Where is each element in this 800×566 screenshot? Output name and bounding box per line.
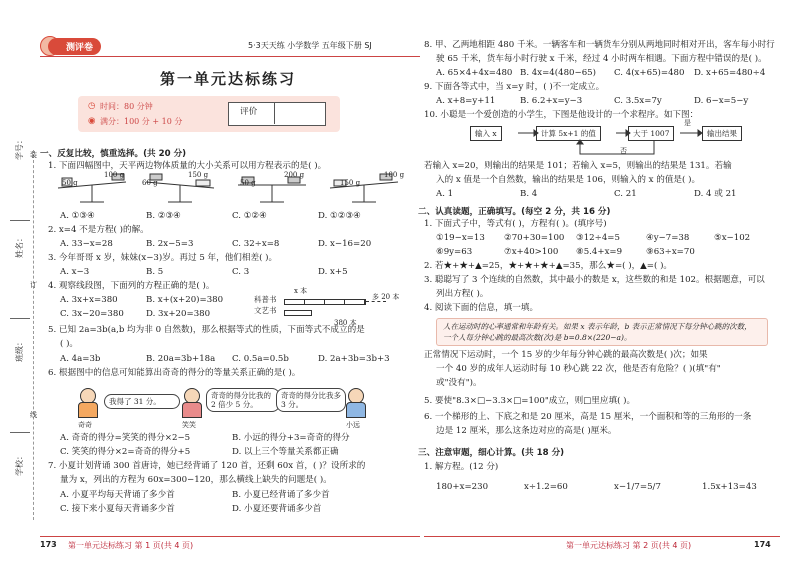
r-q1-text: 1. 下面式子中，等式有( )，方程有( )。(填序号) xyxy=(424,219,607,229)
q7-option-c: C. 接下来小夏每天背诵多少首 xyxy=(60,504,175,514)
q4-option-b: B. x+(x+20)=380 xyxy=(146,295,224,305)
q3-option-a: A. x−3 xyxy=(60,267,90,277)
equation: 1.5x+13=43 xyxy=(702,482,757,492)
weight-label: 150 g xyxy=(340,179,361,187)
name-label: 姓名： xyxy=(15,234,24,258)
score-label: 满分：100 分 + 10 分 xyxy=(100,117,183,126)
eval-label: 评价 xyxy=(240,107,258,117)
q10-text-2: 若输入 x=20，则输出的结果是 101；若输入 x=5，则输出的结果是 131。若输 xyxy=(424,161,732,171)
kid-xiaoxiao-icon xyxy=(180,388,202,416)
q8-option-d: D. x+65=480÷4 xyxy=(694,68,766,78)
footer-left-text: 第一单元达标练习 第 1 页(共 4 页) xyxy=(68,541,194,550)
r-q1-item: ②70+30=100 xyxy=(504,233,565,243)
student-no-label: 学号： xyxy=(15,136,24,160)
class-label: 班级： xyxy=(15,338,24,362)
q7-option-b: B. 小夏已经背诵了多少首 xyxy=(232,490,330,500)
footer-right-text: 第一单元达标练习 第 2 页(共 4 页) xyxy=(566,541,692,550)
q10-option-a: A. 1 xyxy=(436,189,454,199)
r-q4-text: 4. 阅读下面的信息，填一填。 xyxy=(424,303,539,313)
equation: x−1/7=5/7 xyxy=(614,482,661,492)
r-q1-item: ④y−7=38 xyxy=(646,233,690,243)
q10-option-d: D. 4 或 21 xyxy=(694,189,737,199)
kid-name: 奇奇 xyxy=(78,421,92,429)
header xyxy=(40,36,420,56)
r-q1-item: ⑧5.4+x=9 xyxy=(576,247,623,257)
flowchart xyxy=(470,119,770,160)
r-q1-item: ⑦x+40>100 xyxy=(504,247,559,257)
weight-label: 50 g xyxy=(62,179,78,187)
segment-label-b: 文艺书 xyxy=(254,306,277,315)
q5-option-d: D. 2a+3b=3b+3 xyxy=(318,354,390,364)
r-q1-item: ⑨63÷x=70 xyxy=(646,247,695,257)
q6-option-d: D. 以上三个等量关系都正确 xyxy=(232,447,339,457)
bubble-xiaoyuan: 奇奇的得分比我多 3 分。 xyxy=(276,388,346,412)
q5-text-2: ( )。 xyxy=(60,339,79,349)
seal-label-3: 线 xyxy=(30,411,37,419)
q8-option-b: B. 4x=4(480−65) xyxy=(520,68,597,78)
info-card xyxy=(436,318,768,346)
q8-option-a: A. 65×4+4x=480 xyxy=(436,68,513,78)
school-label: 学校： xyxy=(15,452,24,476)
q7-text-2: 量为 x，列出的方程为 60x=300−120，那么横线上缺失的问题是( )。 xyxy=(60,475,332,485)
r-q3-text-2: 列出方程( )。 xyxy=(436,289,489,299)
r-q3-text: 3. 聪聪写了 3 个连续的自然数，其中最小的数是 x，这些数的和是 102。根据题意，可以 xyxy=(424,275,765,285)
q10-option-c: C. 21 xyxy=(614,189,637,199)
time-label: 时间：80 分钟 xyxy=(100,102,153,111)
segment-label-top: x 本 xyxy=(294,287,308,295)
weight-label: 100 g xyxy=(384,171,405,179)
q6-option-b: B. 小远的得分+3=奇奇的得分 xyxy=(232,433,350,443)
q9-option-b: B. 6.2+x=y−3 xyxy=(520,96,583,106)
flow-no: 否 xyxy=(620,147,627,155)
segment-label-more: 多 20 本 xyxy=(372,293,400,301)
score-icon: ◉ xyxy=(88,116,96,126)
q6-option-a: A. 奇奇的得分=笑笑的得分×2−5 xyxy=(60,433,191,443)
r-q1-item: ③12÷4=5 xyxy=(576,233,620,243)
q7-option-a: A. 小夏平均每天背诵了多少首 xyxy=(60,490,175,500)
q2-option-c: C. 32÷x=8 xyxy=(232,239,280,249)
q8-text-2: 驶 65 千米，货车每小时行驶 x 千米，经过 4 小时两车相遇。下面方程中错误的是( )。 xyxy=(436,54,767,64)
seal-label-2: 订 xyxy=(30,281,37,289)
q4-option-c: C. 3x−20=380 xyxy=(60,309,124,319)
page-title: 第一单元达标练习 xyxy=(160,70,297,88)
weight-label: 150 g xyxy=(188,171,209,179)
r-q4-body-3: 或"没有")。 xyxy=(436,378,482,388)
info-card-line-1: 人在运动时的心率通常和年龄有关。如果 x 表示年龄，b 表示正常情况下每分钟心跳的次数， xyxy=(443,322,752,331)
r-calc-text: 1. 解方程。(12 分) xyxy=(424,462,499,472)
r-q4-body-2: 一个 40 岁的成年人运动时每 10 秒心跳 22 次，他是否有危险？( )(填"有" xyxy=(436,364,721,374)
clock-icon: ◷ xyxy=(88,101,96,111)
section-1-heading: 一、反复比较，慎重选择。(共 20 分) xyxy=(40,149,187,159)
q4-text: 4. 观察线段图，下面列的方程正确的是( )。 xyxy=(48,281,215,291)
q1-option-d: D. ①②③④ xyxy=(318,211,361,221)
r-q1-item: ⑥9y=63 xyxy=(436,247,473,257)
q10-option-b: B. 4 xyxy=(520,189,538,199)
section-3-heading: 三、注意审题，细心计算。(共 18 分) xyxy=(418,448,565,458)
q9-option-a: A. x+8=y+11 xyxy=(436,96,496,106)
q9-option-d: D. 6−x=5−y xyxy=(694,96,749,106)
q10-text-3: 入的 x 值是一个自然数，输出的结果是 106，则输入的 x 的值是( )。 xyxy=(436,175,701,185)
q1-option-a: A. ①③④ xyxy=(60,211,95,221)
q7-text: 7. 小夏计划背诵 300 首唐诗，她已经背诵了 120 首，还剩 60x 首，( )？设所求的 xyxy=(48,461,366,471)
segment-label-total: 380 本 xyxy=(334,319,357,327)
r-q6-text: 6. 一个梯形的上、下底之和是 20 厘米，高是 15 厘米，一个面积和等的三角形的一条 xyxy=(424,412,752,422)
q5-option-a: A. 4a=3b xyxy=(60,354,101,364)
q4-option-a: A. 3x+x=380 xyxy=(60,295,118,305)
q1-option-b: B. ②③④ xyxy=(146,211,181,221)
q2-text: 2. x=4 不是方程( )的解。 xyxy=(48,225,149,235)
segment-diagram xyxy=(254,286,424,330)
flow-compute: 计算 5x+1 的值 xyxy=(536,126,601,141)
segment-label-a: 科普书 xyxy=(254,295,277,304)
kid-name: 小远 xyxy=(346,421,360,429)
header-badge: 测评卷 xyxy=(48,38,101,55)
q2-option-b: B. 2x−5=3 xyxy=(146,239,194,249)
q3-option-b: B. 5 xyxy=(146,267,164,277)
q1-option-c: C. ①②④ xyxy=(232,211,267,221)
q6-option-c: C. 笑笑的得分×2=奇奇的得分+5 xyxy=(60,447,191,457)
q10-text: 10. 小聪是一个爱创造的小学生，下图是他设计的一个求程序。如下图： xyxy=(424,110,699,120)
q5-text: 5. 已知 2a=3b(a,b 均为非 0 自然数)，那么根据等式的性质，下面等式不成立的是 xyxy=(48,325,365,335)
r-q1-item: ①19−x=13 xyxy=(436,233,485,243)
kid-qiqi-icon xyxy=(76,388,98,416)
q3-option-c: C. 3 xyxy=(232,267,250,277)
weight-label: 100 g xyxy=(104,171,125,179)
kid-xiaoyuan-icon xyxy=(344,388,366,416)
flow-output: 输出结果 xyxy=(702,126,742,141)
flow-input: 输入 x xyxy=(470,126,502,141)
equation: 180+x=230 xyxy=(436,482,489,492)
seal-label: 装 xyxy=(30,151,37,159)
q8-text: 8. 甲、乙两地相距 480 千米。一辆客车和一辆货车分别从两地同时相对开出，客车每小时行 xyxy=(424,40,775,50)
bubble-qiqi: 我得了 31 分。 xyxy=(104,394,180,409)
q8-option-c: C. 4(x+65)=480 xyxy=(614,68,685,78)
r-q2-text: 2. 若★+★+▲=25，★+★+★+▲=35，那么★=( )，▲=( )。 xyxy=(424,261,673,271)
q3-text: 3. 今年哥哥 x 岁，妹妹(x−3)岁。再过 5 年，他们相差( )。 xyxy=(48,253,278,263)
section-2-heading: 二、认真读题，正确填写。(每空 2 分，共 16 分) xyxy=(418,207,611,217)
q7-option-d: D. 小夏还要背诵多少首 xyxy=(232,504,322,514)
q1-text: 1. 下面四幅图中，天平两边物体质量的大小关系可以用方程表示的是( )。 xyxy=(48,161,327,171)
r-q1-item: ⑤x−102 xyxy=(714,233,751,243)
flow-arrows xyxy=(470,124,770,160)
q2-option-d: D. x−16=20 xyxy=(318,239,372,249)
q9-option-c: C. 3.5x=7y xyxy=(614,96,662,106)
r-q5-text: 5. 要使"8.3×□−3.3×□=100"成立，则□里应填( )。 xyxy=(424,396,636,406)
bubble-xiaoxiao: 奇奇的得分比我的 2 倍少 5 分。 xyxy=(206,388,280,412)
series-label: 5·3天天练 小学数学 五年级下册 SJ xyxy=(248,41,372,50)
flow-condition: 大于 1007 xyxy=(628,126,674,141)
q6-text: 6. 根据图中的信息可知能算出奇奇的得分的等量关系正确的是( )。 xyxy=(48,368,301,378)
kid-name: 笑笑 xyxy=(182,421,196,429)
weight-label: 200 g xyxy=(284,171,305,179)
r-q4-body: 正常情况下运动时，一个 15 岁的少年每分钟心跳的最高次数是( )次；如果 xyxy=(424,350,708,360)
page-number-right: 174 xyxy=(754,540,771,549)
weight-label: 50 g xyxy=(240,179,256,187)
info-card-line-2: 一个人每分钟心跳的最高次数(次)是 b=0.8×(220−a)。 xyxy=(443,333,632,342)
flow-yes: 是 xyxy=(684,119,691,127)
q5-option-c: C. 0.5a=0.5b xyxy=(232,354,289,364)
weight-label: 60 g xyxy=(142,179,158,187)
equation: x÷1.2=60 xyxy=(524,482,568,492)
info-box xyxy=(78,96,340,132)
page-number-left: 173 xyxy=(40,540,57,549)
q2-option-a: A. 33−x=28 xyxy=(60,239,113,249)
q3-option-d: D. x+5 xyxy=(318,267,348,277)
r-q6-text-2: 边是 12 厘米，那么这条边对应的高是( )厘米。 xyxy=(436,426,617,436)
q5-option-b: B. 20a=3b+18a xyxy=(146,354,216,364)
q4-option-d: D. 3x+20=380 xyxy=(146,309,211,319)
q9-text: 9. 下面各等式中，当 x=y 时，( )不一定成立。 xyxy=(424,82,605,92)
